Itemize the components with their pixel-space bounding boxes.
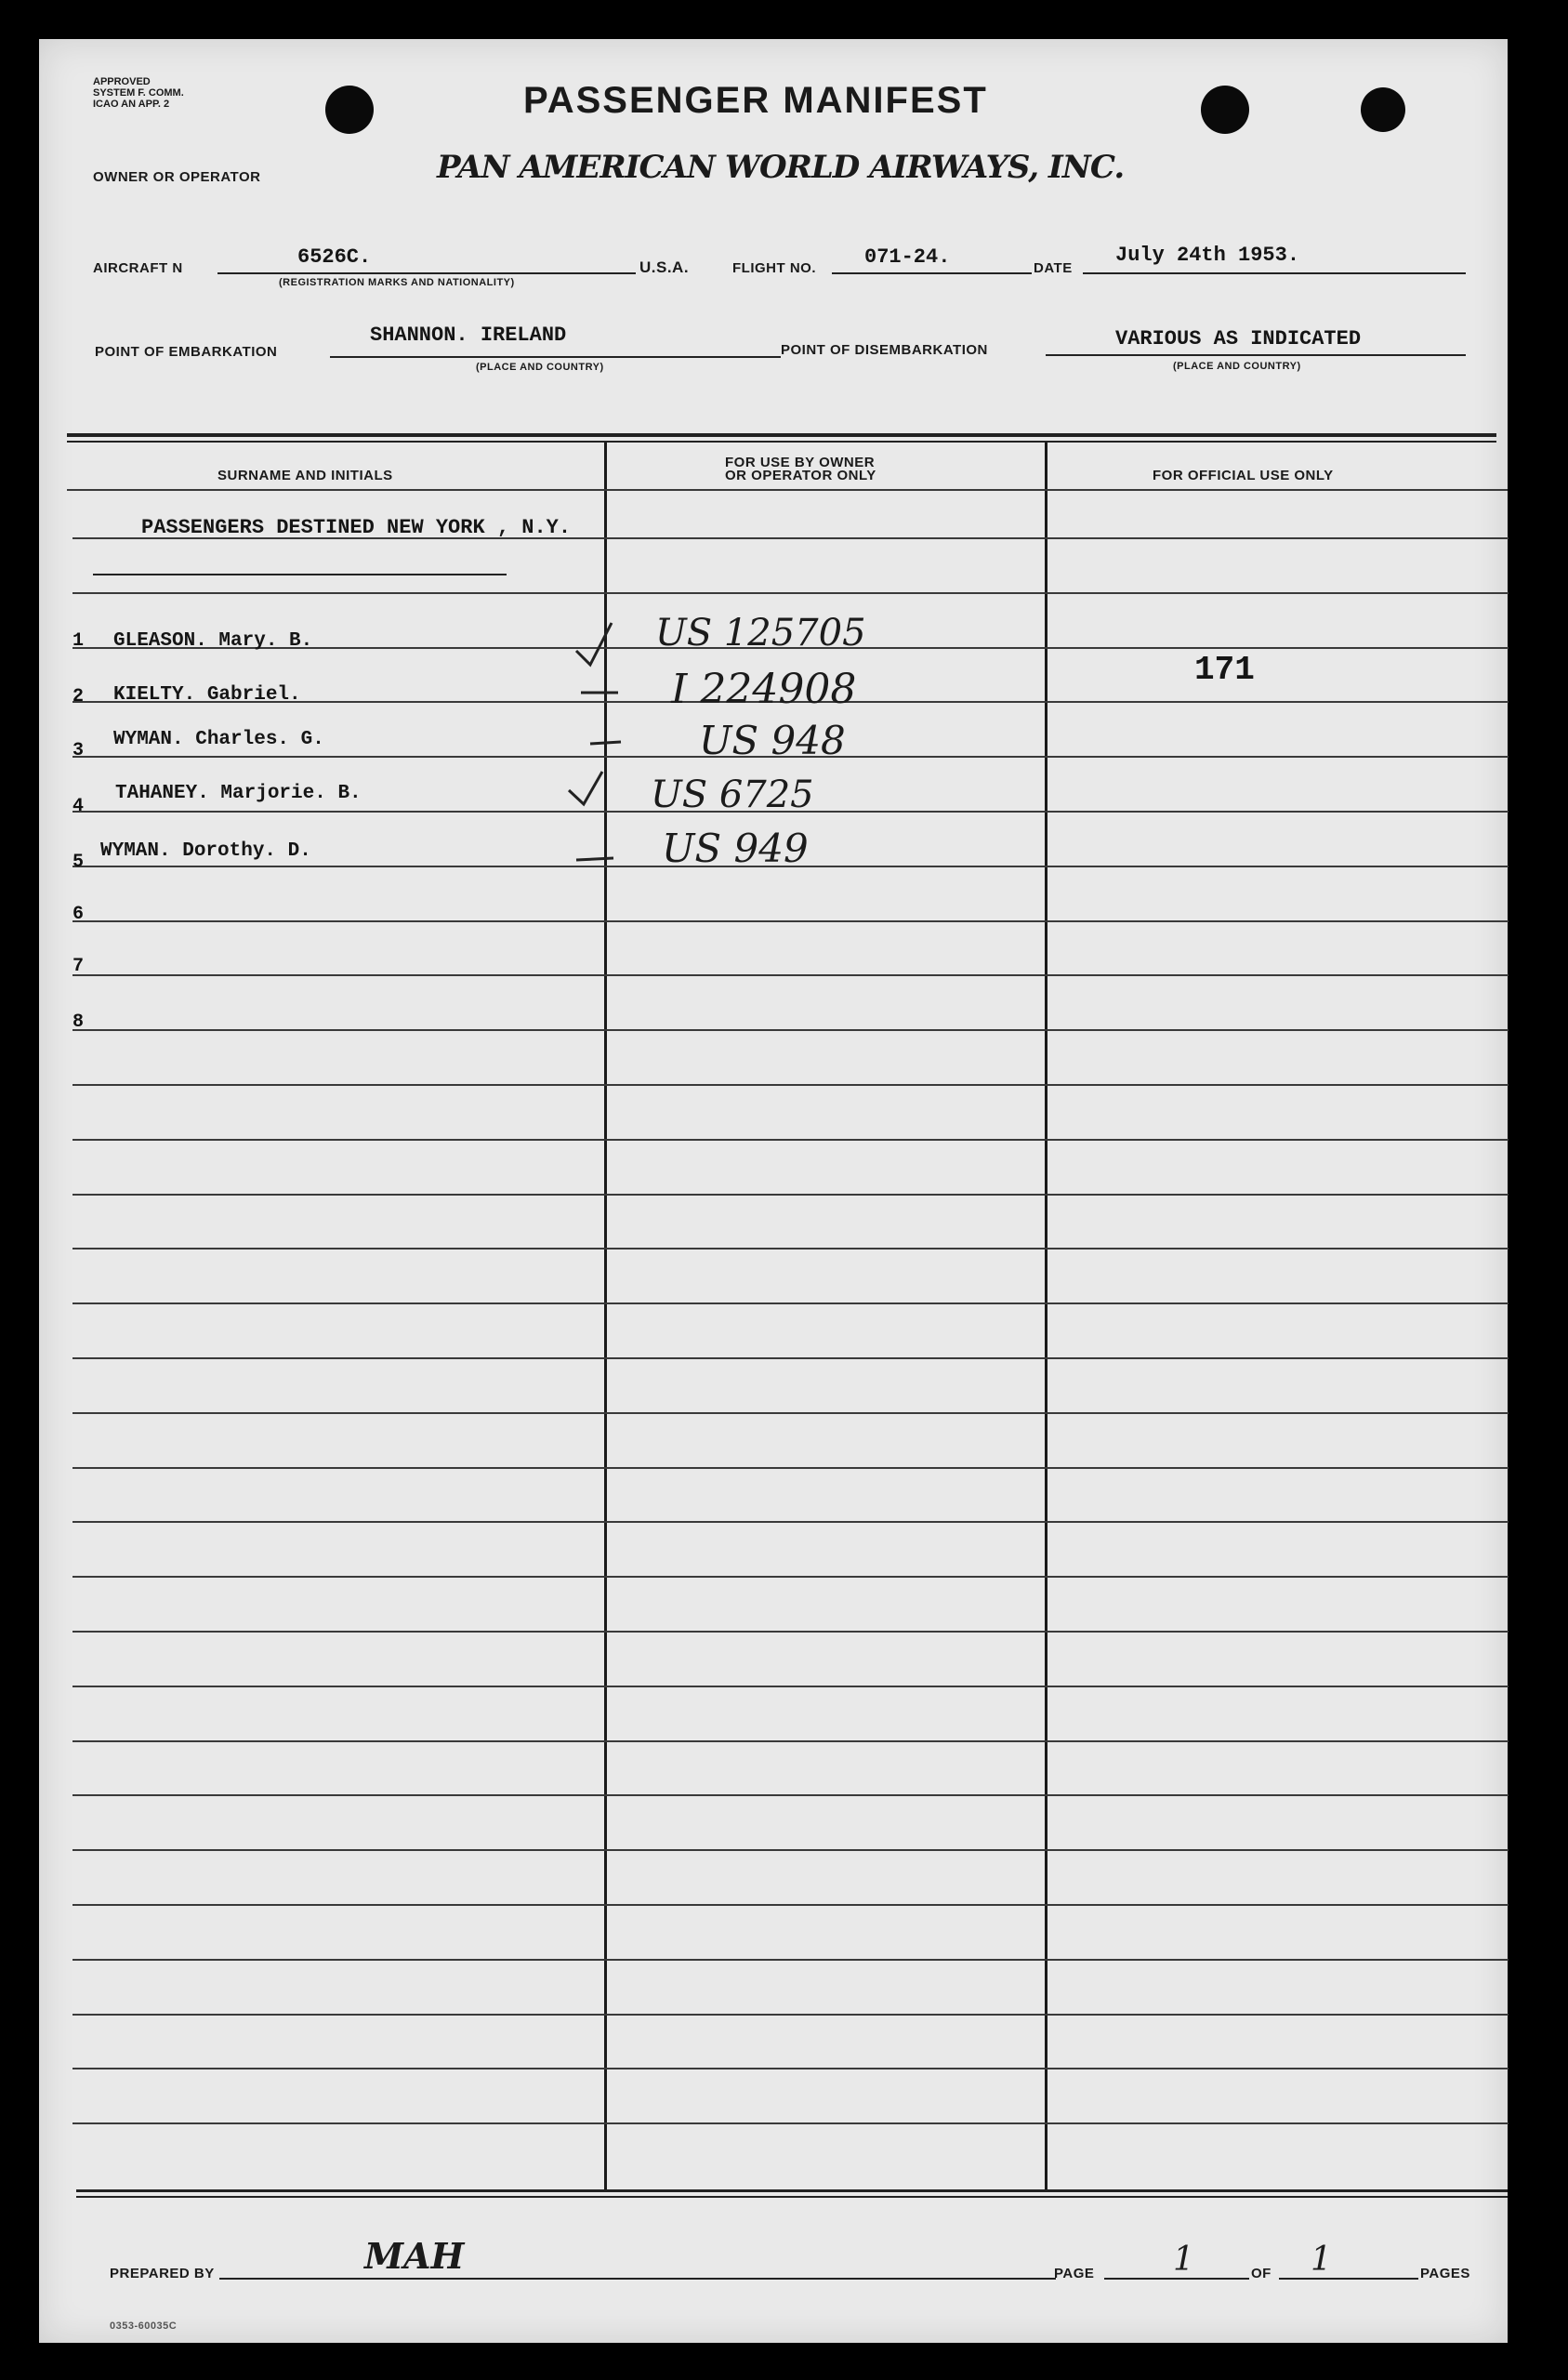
- ruled-line: [72, 920, 1509, 922]
- punch-hole-right: [1201, 86, 1249, 134]
- row-number: 4: [72, 796, 85, 817]
- embarkation-caption: (PLACE AND COUNTRY): [476, 362, 604, 373]
- header-divider: [67, 489, 1508, 491]
- row-number: 1: [72, 630, 85, 652]
- ruled-line: [72, 592, 1509, 594]
- ruled-line: [72, 2068, 1509, 2069]
- passenger-name: TAHANEY. Marjorie. B.: [115, 783, 362, 804]
- page-value: 1: [1173, 2241, 1194, 2279]
- ruled-line: [72, 1357, 1509, 1359]
- disembarkation-caption: (PLACE AND COUNTRY): [1173, 361, 1301, 372]
- passenger-name: WYMAN. Charles. G.: [113, 729, 324, 750]
- embarkation-value: SHANNON. IRELAND: [370, 324, 567, 347]
- ruled-line: [72, 1194, 1509, 1196]
- usa-label: U.S.A.: [639, 258, 690, 276]
- embarkation-label: POINT OF EMBARKATION: [95, 344, 278, 360]
- ruled-line: [72, 1139, 1509, 1141]
- passenger-name: WYMAN. Dorothy. D.: [100, 840, 311, 862]
- col-header-owner-line2: OR OPERATOR ONLY: [725, 468, 876, 483]
- row-number: 6: [72, 904, 85, 925]
- ruled-line: [72, 1467, 1509, 1469]
- col-header-surname: SURNAME AND INITIALS: [217, 468, 393, 483]
- ruled-line: [72, 1029, 1509, 1031]
- ruled-line: [72, 1849, 1509, 1851]
- date-value: July 24th 1953.: [1115, 244, 1300, 267]
- punch-hole-left: [325, 86, 374, 134]
- owner-value: PAN AMERICAN WORLD AIRWAYS, INC.: [437, 149, 1125, 186]
- passport-entry: US 948: [699, 718, 846, 763]
- row-number: 3: [72, 740, 85, 761]
- aircraft-label: AIRCRAFT N: [93, 260, 183, 276]
- flight-underline: [832, 272, 1032, 274]
- date-label: DATE: [1034, 260, 1073, 276]
- col-header-owner-line1: FOR USE BY OWNER: [725, 455, 876, 470]
- section-heading: PASSENGERS DESTINED NEW YORK , N.Y.: [141, 516, 572, 539]
- approval-line: ICAO AN APP. 2: [93, 99, 170, 110]
- owner-label: OWNER OR OPERATOR: [93, 169, 261, 185]
- disembarkation-underline: [1046, 354, 1466, 356]
- of-value: 1: [1311, 2241, 1332, 2279]
- of-underline: [1279, 2278, 1418, 2280]
- ruled-line: [72, 1686, 1509, 1687]
- col-header-official: FOR OFFICIAL USE ONLY: [1153, 468, 1334, 483]
- ruled-line: [72, 1576, 1509, 1578]
- row-number: 7: [72, 956, 85, 977]
- aircraft-value: 6526C.: [297, 245, 372, 269]
- ruled-line: [72, 1412, 1509, 1414]
- ruled-line: [72, 1740, 1509, 1742]
- prepared-by-underline: [219, 2278, 1056, 2280]
- table-bottom-rule: [76, 2189, 1508, 2192]
- disembarkation-label: POINT OF DISEMBARKATION: [781, 342, 988, 358]
- table-bottom-rule-2: [76, 2196, 1508, 2198]
- ruled-line: [72, 1248, 1509, 1250]
- passport-entry: US 6725: [651, 774, 814, 816]
- approval-block: [93, 76, 184, 110]
- punch-hole-far-right: [1361, 87, 1405, 132]
- registration-caption: (REGISTRATION MARKS AND NATIONALITY): [279, 277, 515, 288]
- passenger-name: KIELTY. Gabriel.: [113, 684, 301, 706]
- passport-entry: I 224908: [671, 666, 857, 713]
- passport-entry: US 125705: [655, 612, 866, 654]
- prepared-by-signature: MAH: [364, 2235, 465, 2277]
- disembarkation-value: VARIOUS AS INDICATED: [1115, 327, 1362, 350]
- ruled-line: [72, 1959, 1509, 1961]
- table-top-rule-2: [67, 441, 1496, 443]
- approval-line: SYSTEM F. COMM.: [93, 87, 184, 99]
- flight-value: 071-24.: [864, 245, 951, 269]
- ruled-line: [72, 1084, 1509, 1086]
- approval-line: APPROVED: [93, 76, 151, 87]
- section-heading-underline: [93, 574, 507, 575]
- table-top-rule: [67, 433, 1496, 437]
- ruled-line: [72, 1904, 1509, 1906]
- page-label: PAGE: [1054, 2266, 1095, 2281]
- official-use-note: 171: [1194, 651, 1255, 689]
- ruled-line: [72, 2122, 1509, 2124]
- page-title: PASSENGER MANIFEST: [523, 80, 988, 121]
- ruled-line: [72, 2014, 1509, 2016]
- row-number: 8: [72, 1012, 85, 1033]
- flight-label: FLIGHT NO.: [732, 260, 816, 276]
- passport-entry: US 949: [662, 826, 809, 871]
- manifest-sheet: [39, 39, 1508, 2343]
- row-number: 2: [72, 686, 85, 707]
- passenger-name: GLEASON. Mary. B.: [113, 630, 313, 652]
- ruled-line: [72, 974, 1509, 976]
- ruled-line: [72, 1302, 1509, 1304]
- embarkation-underline: [330, 356, 781, 358]
- pages-label: PAGES: [1420, 2266, 1470, 2281]
- aircraft-underline: [217, 272, 636, 274]
- ruled-line: [72, 1794, 1509, 1796]
- form-code: 0353-60035C: [110, 2320, 178, 2332]
- column-divider-2: [1045, 443, 1048, 2192]
- row-number: 5: [72, 852, 85, 873]
- tick-marks: [558, 604, 669, 883]
- ruled-line: [72, 1631, 1509, 1633]
- of-label: OF: [1251, 2266, 1272, 2281]
- prepared-by-label: PREPARED BY: [110, 2266, 215, 2281]
- date-underline: [1083, 272, 1466, 274]
- ruled-line: [72, 1521, 1509, 1523]
